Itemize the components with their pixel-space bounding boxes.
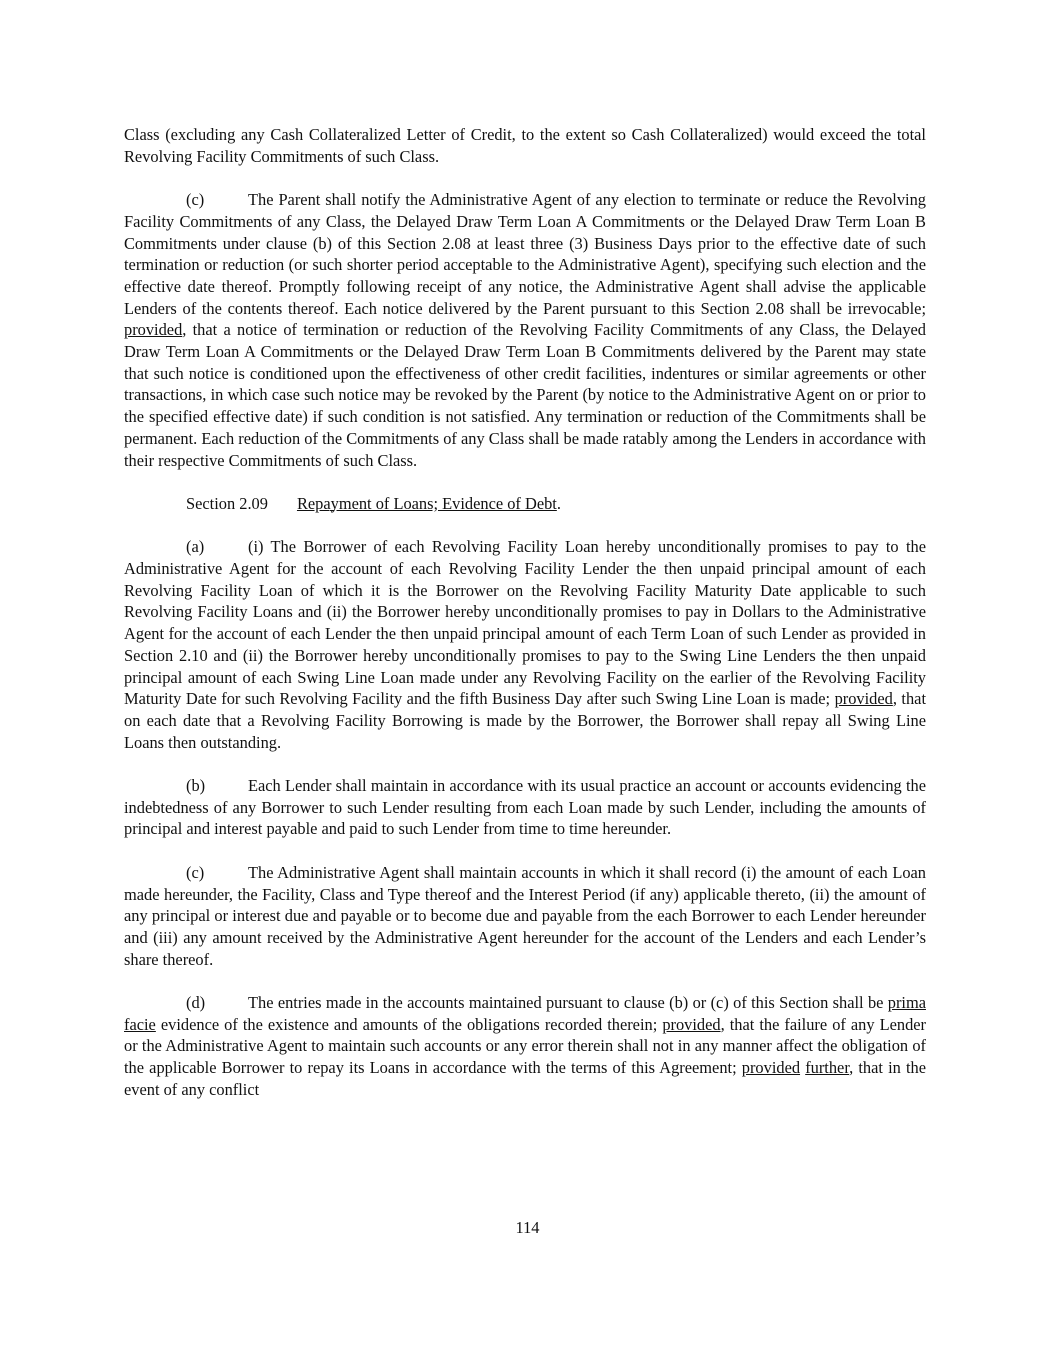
paragraph-c2-text: The Administrative Agent shall maintain accounts in which it shall record (i) the amount of each Loan made hereunder, the Facility, Class and Type thereof and the Interest Period (if any) applicable thereto, (ii) the amount of any principal or interest due and payable or to become due and payable from the each Borrower to each Lender hereunder and (iii) any amount received by the Administrative Agent hereunder for the account of the Lenders and each Lender’s share thereof. — [124, 862, 926, 969]
provided-term: provided — [662, 1014, 721, 1034]
clause-marker-a: (a) — [186, 537, 205, 557]
section-period: . — [556, 493, 561, 513]
paragraph-b-accounts — [124, 775, 926, 840]
facie-term: facie — [124, 1014, 156, 1034]
document-page — [124, 124, 926, 1122]
paragraph-c-text-1: The Parent shall notify the Administrative Agent of any election to terminate or reduce the Revolving Facility Commitments of any Class, the Delayed Draw Term Loan A Commitments or the Delayed Draw Term Loan B Commitments under clause (b) of this Section 2.08 at least three (3) Business Days prior to the effective date of such termination or reduction (or such shorter period acceptable to the Administrative Agent), specifying such election and the effective date thereof. Promptly following receipt of any notice, the Administrative Agent shall advise the applicable Lenders of the contents thereof. Each notice delivered by the Parent pursuant to this Section 2.08 shall be irrevocable; — [124, 190, 926, 318]
provided-term: provided — [124, 320, 183, 340]
further-term: further — [805, 1058, 850, 1078]
paragraph-c-notice — [124, 189, 926, 471]
paragraph-c-register — [124, 862, 926, 971]
paragraph-a-text-2: , that on each date that a Revolving Facility Borrowing is made by the Borrower, the Borrower shall repay all Swing Line Loans then outstanding. — [124, 689, 926, 752]
continuation-text: Class (excluding any Cash Collateralized Letter of Credit, to the extent so Cash Collateralized) would exceed the total Revolving Facility Commitments of such Class. — [124, 125, 926, 166]
clause-marker-c-2: (c) — [186, 862, 205, 882]
continuation-paragraph — [124, 124, 926, 167]
provided-term-2: provided — [741, 1058, 801, 1078]
section-title: Repayment of Loans; Evidence of Debt — [296, 493, 557, 513]
clause-marker-c: (c) — [186, 190, 205, 210]
clause-marker-d: (d) — [186, 993, 206, 1013]
prima-term: prima — [887, 993, 926, 1013]
paragraph-d-text-2: evidence of the existence and amounts of the obligations recorded therein; — [155, 1014, 663, 1034]
paragraph-d-text-4: , that in the event of any conflict — [124, 1058, 926, 1099]
clause-marker-b: (b) — [186, 776, 206, 796]
paragraph-d-text-1: The entries made in the accounts maintained pursuant to clause (b) or (c) of this Section shall be — [248, 993, 888, 1013]
provided-term: provided — [834, 689, 893, 709]
paragraph-a-text-1: (i) The Borrower of each Revolving Facility Loan hereby unconditionally promises to pay to the Administrative Agent for the account of each Revolving Facility Lender the then unpaid principal amount of each Revolving Facility Loan of which it is the Borrower on the Revolving Facility Maturity Date applicable to such Revolving Facility Loans and (ii) the Borrower hereby unconditionally promises to pay in Dollars to the Administrative Agent for the account of each Lender the then unpaid principal amount of each Term Loan of such Lender as provided in Section 2.10 and (ii) the Borrower hereby unconditionally promises to pay to the Swing Line Lenders the then unpaid principal amount of each Swing Line Loan made under any Revolving Facility on the earlier of the Revolving Facility Maturity Date for such Revolving Facility and the fifth Business Day after such Swing Line Loan is made; — [124, 537, 926, 709]
paragraph-b-text: Each Lender shall maintain in accordance with its usual practice an account or accounts evidencing the indebtedness of any Borrower to such Lender resulting from each Loan made by such Lender, including the amounts of principal and interest payable and paid to such Lender from time to time hereunder. — [124, 776, 926, 839]
heading-gap — [268, 493, 297, 515]
paragraph-d-entries — [124, 992, 926, 1101]
paragraph-a-repayment — [124, 536, 926, 753]
section-number: Section 2.09 — [186, 493, 268, 513]
section-heading — [124, 493, 926, 515]
paragraph-c-text-2: , that a notice of termination or reduction of the Revolving Facility Commitments of any Class, the Delayed Draw Term Loan A Commitments or the Delayed Draw Term Loan B Commitments delivered by the Parent may state that such notice is conditioned upon the effectiveness of other credit facilities, indentures or similar agreements or other transactions, in which case such notice may be revoked by the Parent (by notice to the Administrative Agent on or prior to the specified effective date) if such condition is not satisfied. Any termination or reduction of the Commitments shall be permanent. Each reduction of the Commitments of any Class shall be made ratably among the Lenders in accordance with their respective Commitments of such Class. — [124, 320, 926, 470]
page-number: 114 — [515, 1218, 540, 1237]
paragraph-d-text-3: , that the failure of any Lender or the Administrative Agent to maintain such accounts or any error therein shall not in any manner affect the obligation of the applicable Borrower to repay its Loans in accordance with the terms of this Agreement; — [124, 1014, 926, 1078]
